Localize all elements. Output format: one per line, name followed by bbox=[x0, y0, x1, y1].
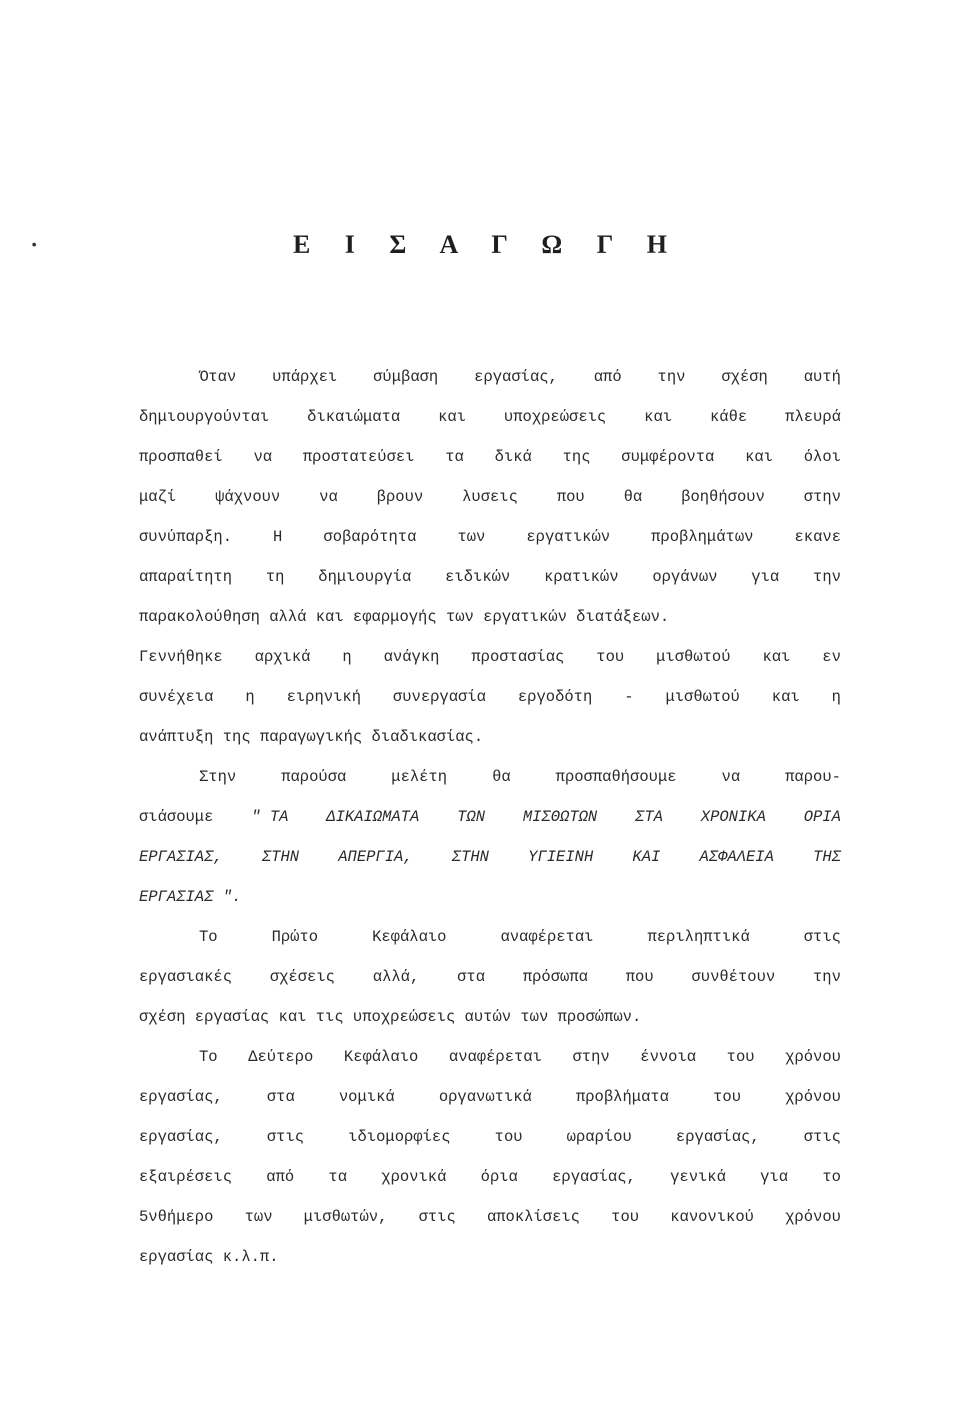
word: και bbox=[745, 448, 773, 466]
word: ΥΓΙΕΙΝΗ bbox=[528, 848, 594, 866]
word: εργασίας, bbox=[139, 1088, 223, 1106]
word: και bbox=[438, 408, 466, 426]
text-line bbox=[139, 407, 841, 427]
word: βρουν bbox=[376, 488, 424, 506]
word: χρόνου bbox=[785, 1048, 841, 1066]
text-line bbox=[139, 1087, 841, 1107]
word: σοβαρότητα bbox=[323, 528, 417, 546]
word: σύμβαση bbox=[373, 368, 439, 386]
word: Πρώτο bbox=[271, 928, 319, 946]
word: δικά bbox=[494, 448, 532, 466]
word: από bbox=[266, 1168, 295, 1186]
word: την bbox=[813, 568, 841, 586]
word: αλλά, bbox=[372, 968, 420, 986]
text-line bbox=[139, 1247, 841, 1267]
word: για bbox=[751, 568, 780, 586]
word: κάθε bbox=[710, 408, 748, 426]
word: εργασίας κ.λ.π. bbox=[139, 1248, 279, 1266]
word: παρακολούθηση αλλά και εφαρμογής των εργατικών διατάξεων. bbox=[139, 608, 670, 626]
word: του bbox=[713, 1088, 741, 1106]
word: δικαιώματα bbox=[307, 408, 401, 426]
word: στις bbox=[418, 1208, 456, 1226]
word: κρατικών bbox=[544, 568, 619, 586]
word: ΕΡΓΑΣΙΑΣ, bbox=[139, 848, 223, 866]
word: σχέσεις bbox=[269, 968, 335, 986]
text-line bbox=[139, 887, 841, 907]
word: την bbox=[657, 368, 686, 386]
text-line bbox=[139, 487, 841, 507]
word: πρόσωπα bbox=[522, 968, 588, 986]
word: παρου- bbox=[785, 768, 841, 786]
page-title: Ε Ι Σ Α Γ Ω Γ Η bbox=[292, 230, 682, 259]
text-line bbox=[139, 447, 841, 467]
word: στις bbox=[803, 1128, 841, 1146]
word: αυτή bbox=[803, 368, 841, 386]
word: στα bbox=[266, 1088, 295, 1106]
word: Όταν bbox=[199, 368, 237, 386]
word: στην bbox=[572, 1048, 610, 1066]
word: υποχρεώσεις bbox=[503, 408, 607, 426]
word: τα bbox=[445, 448, 464, 466]
word: Η bbox=[273, 528, 283, 546]
word: και bbox=[644, 408, 673, 426]
word: για bbox=[760, 1168, 789, 1186]
text-line bbox=[139, 567, 841, 587]
word: στα bbox=[457, 968, 485, 986]
word: ΜΙΣΘΩΤΩΝ bbox=[522, 808, 598, 826]
word: Κεφάλαιο bbox=[343, 1048, 419, 1066]
word: του bbox=[494, 1128, 523, 1146]
text-line bbox=[139, 967, 841, 987]
word: προβλήματα bbox=[575, 1088, 669, 1106]
word: εργασίας, bbox=[552, 1168, 636, 1186]
word: και bbox=[771, 688, 800, 706]
word: υπάρχει bbox=[272, 368, 338, 386]
text-line bbox=[199, 1047, 841, 1067]
text-line bbox=[139, 647, 841, 667]
word: συμφέροντα bbox=[621, 448, 715, 466]
word: θα bbox=[623, 488, 643, 506]
word: δημιουργούνται bbox=[139, 408, 270, 426]
word: Κεφάλαιο bbox=[372, 928, 447, 946]
word: που bbox=[625, 968, 654, 986]
word: συνέχεια bbox=[139, 688, 214, 706]
word: Γεννήθηκε bbox=[139, 648, 223, 666]
word: ΑΠΕΡΓΙΑ, bbox=[338, 848, 413, 866]
bullet-mark: • bbox=[30, 238, 39, 254]
word: τα bbox=[328, 1168, 348, 1186]
word: ΑΣΦΑΛΕΙΑ bbox=[699, 848, 774, 866]
word: οργανωτικά bbox=[438, 1088, 532, 1106]
word: Το bbox=[199, 1048, 218, 1066]
word: εργοδότη bbox=[517, 688, 593, 706]
word: προστασίας bbox=[471, 648, 565, 666]
word: όρια bbox=[480, 1168, 518, 1186]
word: Το bbox=[199, 928, 218, 946]
word: μελέτη bbox=[391, 768, 448, 786]
text-line bbox=[139, 607, 841, 627]
word: βοηθήσουν bbox=[681, 488, 765, 506]
text-line bbox=[199, 927, 841, 947]
word: ΧΡΟΝΙΚΑ bbox=[700, 808, 766, 826]
word: του bbox=[611, 1208, 640, 1226]
word: γενικά bbox=[670, 1168, 726, 1186]
word: από bbox=[593, 368, 622, 386]
word: σχέση εργασίας και τις υποχρεώσεις αυτών των προσώπων. bbox=[139, 1008, 642, 1026]
word: ΤΗΣ bbox=[813, 848, 841, 866]
word: ΕΡΓΑΣΙΑΣ ". bbox=[139, 888, 242, 906]
word: η bbox=[831, 688, 841, 706]
text-line bbox=[199, 767, 841, 787]
word: νομικά bbox=[338, 1088, 395, 1106]
text-line bbox=[139, 527, 841, 547]
word: Δεύτερο bbox=[248, 1048, 314, 1066]
word: ανάπτυξη της παραγωγικής διαδικασίας. bbox=[139, 728, 484, 746]
word: των bbox=[457, 528, 486, 546]
word: οργάνων bbox=[652, 568, 718, 586]
word: εργασιακές bbox=[139, 968, 233, 986]
word: ΤΩΝ bbox=[457, 808, 485, 826]
word: ωραρίου bbox=[566, 1128, 632, 1146]
word: λυσεις bbox=[462, 488, 518, 506]
word: που bbox=[556, 488, 585, 506]
word: προσπαθεί bbox=[139, 448, 223, 466]
word: ΣΤΗΝ bbox=[451, 848, 489, 866]
word: περιληπτικά bbox=[647, 928, 750, 946]
word: ειρηνική bbox=[286, 688, 361, 706]
word: του bbox=[726, 1048, 755, 1066]
text-line bbox=[139, 807, 841, 827]
word: στις bbox=[266, 1128, 305, 1146]
text-line bbox=[139, 847, 841, 867]
word: σιάσουμε bbox=[139, 808, 214, 826]
word: και bbox=[762, 648, 791, 666]
word: προβλημάτων bbox=[651, 528, 754, 546]
word: πλευρά bbox=[785, 408, 841, 426]
word: συνθέτουν bbox=[691, 968, 776, 986]
word: να bbox=[721, 768, 741, 786]
word: - bbox=[624, 688, 634, 706]
word: ΔΙΚΑΙΩΜΑΤΑ bbox=[326, 808, 420, 826]
word: όλοι bbox=[803, 448, 841, 466]
word: εν bbox=[822, 648, 841, 666]
word: ΟΡΙΑ bbox=[803, 808, 841, 826]
word: σχέση bbox=[721, 368, 768, 386]
word: μαζί bbox=[139, 488, 177, 506]
word: εργασίας, bbox=[139, 1128, 223, 1146]
word: εργατικών bbox=[526, 528, 611, 546]
word: εξαιρέσεις bbox=[139, 1168, 233, 1186]
text-line bbox=[139, 1007, 841, 1027]
word: αρχικά bbox=[254, 648, 311, 666]
word: στις bbox=[803, 928, 841, 946]
word: ειδικών bbox=[445, 568, 511, 586]
word: εργασίας, bbox=[675, 1128, 760, 1146]
word: των bbox=[244, 1208, 273, 1226]
word: παρούσα bbox=[281, 768, 347, 786]
word: χρονικά bbox=[381, 1168, 447, 1186]
word: να bbox=[319, 488, 338, 506]
word: του bbox=[596, 648, 625, 666]
word: να bbox=[253, 448, 273, 466]
word: ΚΑΙ bbox=[632, 848, 661, 866]
word: συνύπαρξη. bbox=[139, 528, 233, 546]
word: συνεργασία bbox=[392, 688, 486, 706]
word: εκανε bbox=[794, 528, 841, 546]
word: έννοια bbox=[640, 1048, 697, 1066]
word: μισθωτών, bbox=[303, 1208, 388, 1226]
word: τη bbox=[265, 568, 285, 586]
word: 5νθήμερο bbox=[139, 1208, 214, 1226]
word: το bbox=[822, 1168, 841, 1186]
word: την bbox=[813, 968, 841, 986]
word: δημιουργία bbox=[318, 568, 412, 586]
word: προσπαθήσουμε bbox=[555, 768, 677, 786]
word: αποκλίσεις bbox=[486, 1208, 580, 1226]
word: μισθωτού bbox=[656, 648, 731, 666]
word: μισθωτού bbox=[665, 688, 740, 706]
word: " ΤΑ bbox=[251, 808, 289, 826]
word: προστατεύσει bbox=[302, 448, 415, 466]
word: η bbox=[245, 688, 255, 706]
word: ιδιομορφίες bbox=[348, 1128, 451, 1146]
text-line bbox=[139, 1207, 841, 1227]
word: ψάχνουν bbox=[215, 488, 281, 506]
word: αναφέρεται bbox=[500, 928, 594, 946]
word: κανονικού bbox=[670, 1208, 754, 1226]
text-line bbox=[139, 1127, 841, 1147]
text-line bbox=[139, 727, 841, 747]
word: ΣΤΗΝ bbox=[261, 848, 300, 866]
word: αναφέρεται bbox=[448, 1048, 542, 1066]
word: θα bbox=[492, 768, 511, 786]
word: στην bbox=[803, 488, 841, 506]
word: ΣΤΑ bbox=[635, 808, 663, 826]
word: χρόνου bbox=[785, 1088, 841, 1106]
word: απαραίτητη bbox=[139, 568, 233, 586]
word: της bbox=[562, 448, 591, 466]
text-line bbox=[199, 367, 841, 387]
word: ανάγκη bbox=[383, 648, 440, 666]
text-line bbox=[139, 687, 841, 707]
word: η bbox=[342, 648, 352, 666]
text-line bbox=[139, 1167, 841, 1187]
word: Στην bbox=[199, 768, 237, 786]
word: εργασίας, bbox=[474, 368, 558, 386]
word: χρόνου bbox=[785, 1208, 841, 1226]
